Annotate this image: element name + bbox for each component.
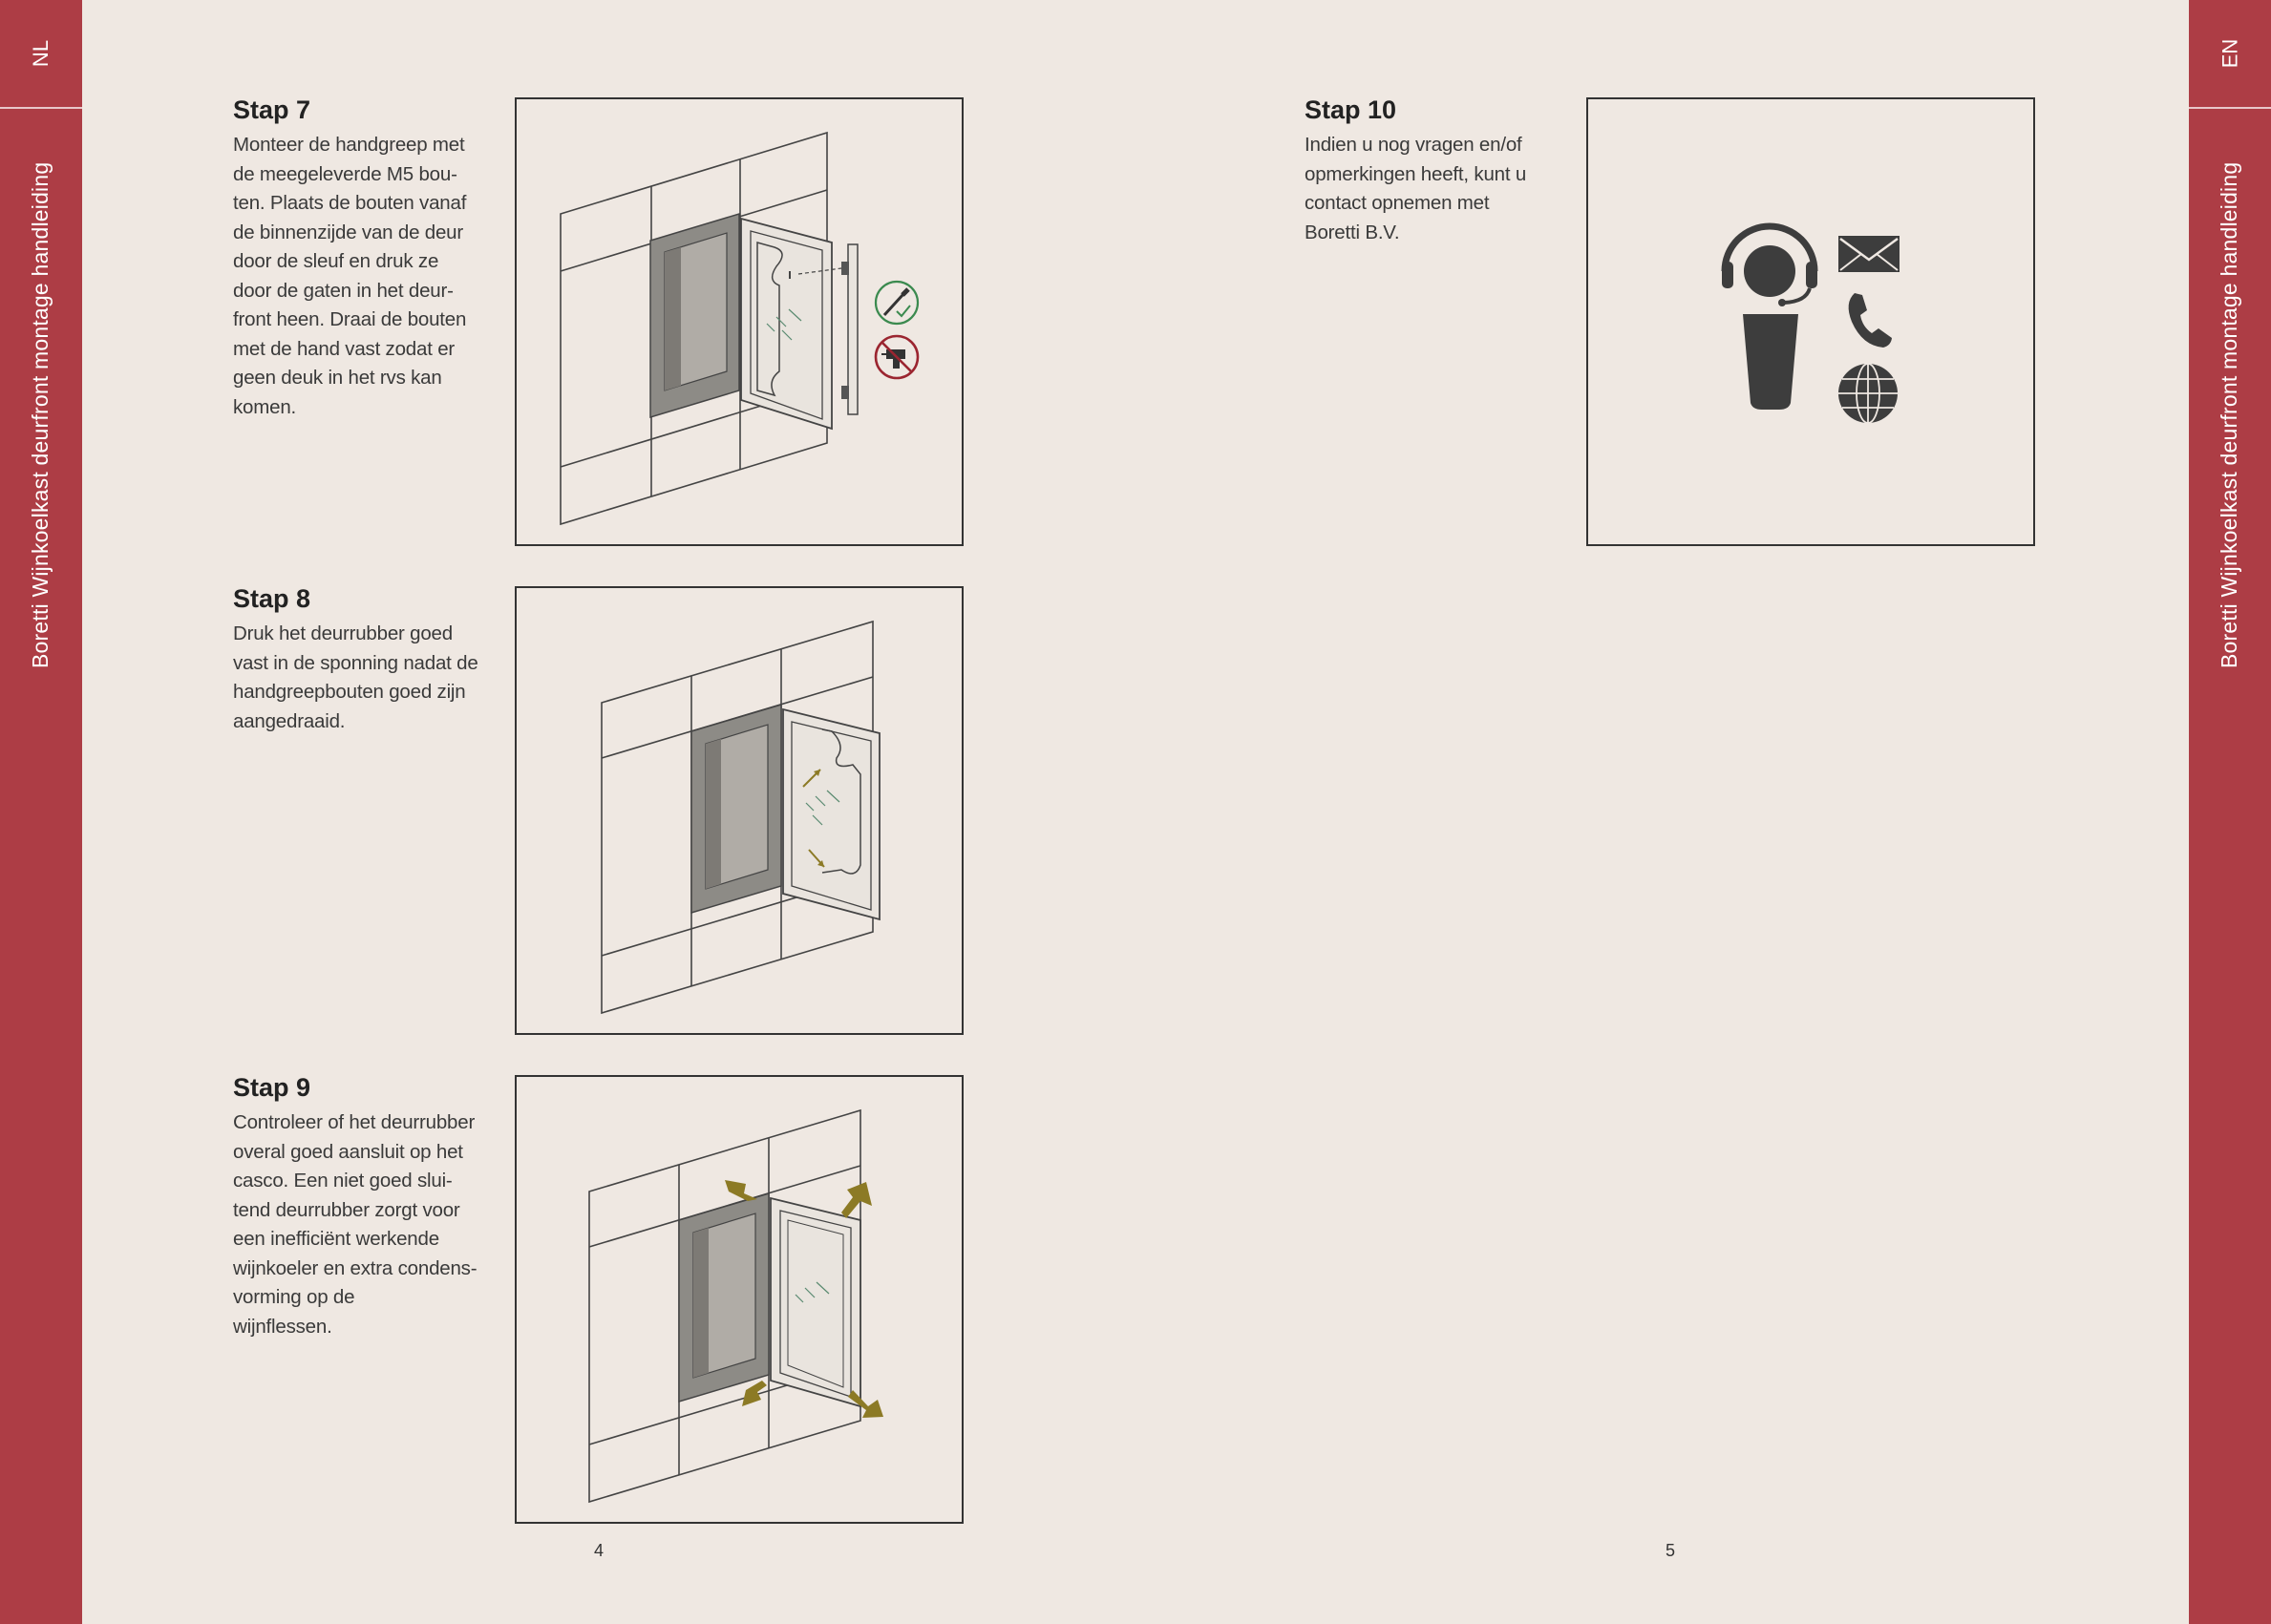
step-7 (233, 95, 491, 422)
headset-support-icon (1722, 226, 1817, 410)
step-text-line: een inefficiënt werkende (233, 1228, 439, 1250)
step-text-line: door de gaten in het deur- (233, 279, 454, 302)
band-divider (2189, 107, 2271, 109)
step-text-line: komen. (233, 395, 297, 418)
step-9 (233, 1073, 491, 1341)
step-text-line: Monteer de handgreep met (233, 134, 465, 156)
step-text (233, 131, 491, 422)
step-text-line: front heen. Draai de bouten (233, 308, 467, 330)
step-text-line: Indien u nog vragen en/of (1305, 134, 1522, 156)
language-tab: NL (29, 39, 53, 68)
page-number-left: 4 (594, 1541, 605, 1560)
door-seal-drawing (517, 588, 962, 1033)
language-tab: EN (2218, 38, 2241, 69)
step-7-illustration (515, 97, 964, 546)
step-8-illustration (515, 586, 964, 1035)
drill-prohibited-icon (876, 336, 918, 378)
phone-icon (1849, 293, 1892, 348)
step-text-line: casco. Een niet goed slui- (233, 1170, 453, 1192)
manual-title: Boretti Wijnkoelkast deurfront montage handleiding (28, 161, 53, 668)
step-text-line: met de hand vast zodat er (233, 337, 456, 360)
page-number-right: 5 (1666, 1541, 1676, 1560)
left-side-band (0, 0, 82, 1624)
manual-title: Boretti Wijnkoelkast deurfront montage handleiding (2217, 161, 2241, 668)
step-title: Stap 9 (233, 1073, 311, 1102)
step-9-illustration (515, 1075, 964, 1524)
step-text-line: contact opnemen met (1305, 192, 1490, 214)
step-text-line: wijnkoeler en extra condens- (233, 1256, 478, 1279)
step-text-line: opmerkingen heeft, kunt u (1305, 162, 1527, 185)
step-text-line: Controleer of het deurrubber (233, 1111, 476, 1133)
contact-drawing (1588, 99, 2033, 544)
step-text-line: handgreepbouten goed zijn (233, 681, 466, 703)
right-side-band (2189, 0, 2271, 1624)
step-text-line: de meegeleverde M5 bou- (233, 162, 457, 185)
mail-icon (1838, 236, 1900, 272)
step-text-line: tend deurrubber zorgt voor (233, 1198, 460, 1221)
step-text-line: de binnenzijde van de deur (233, 221, 463, 243)
seal-check-drawing (517, 1077, 962, 1522)
screwdriver-allowed-icon (876, 282, 918, 324)
step-text-line: ten. Plaats de bouten vanaf (233, 192, 467, 214)
cabinet-handle-drawing (517, 99, 962, 544)
step-10-illustration (1586, 97, 2035, 546)
band-divider (0, 107, 82, 109)
step-text-line: Druk het deurrubber goed (233, 622, 453, 644)
step-text (233, 620, 491, 736)
step-text-line: aangedraaid. (233, 709, 346, 732)
step-text-line: geen deuk in het rvs kan (233, 367, 442, 389)
step-text (233, 1108, 491, 1341)
step-8 (233, 584, 491, 736)
step-title: Stap 8 (233, 584, 311, 613)
step-text-line: door de sleuf en druk ze (233, 250, 439, 272)
step-text-line: vast in de sponning nadat de (233, 651, 478, 674)
step-title: Stap 10 (1305, 95, 1397, 124)
step-text-line: overal goed aansluit op het (233, 1140, 463, 1163)
step-10 (1305, 95, 1562, 247)
step-text-line: wijnflessen. (233, 1315, 332, 1338)
step-text (1305, 131, 1562, 247)
globe-icon (1838, 364, 1898, 423)
step-text-line: vorming op de (233, 1286, 355, 1308)
step-title: Stap 7 (233, 95, 311, 124)
step-text-line: Boretti B.V. (1305, 221, 1400, 243)
